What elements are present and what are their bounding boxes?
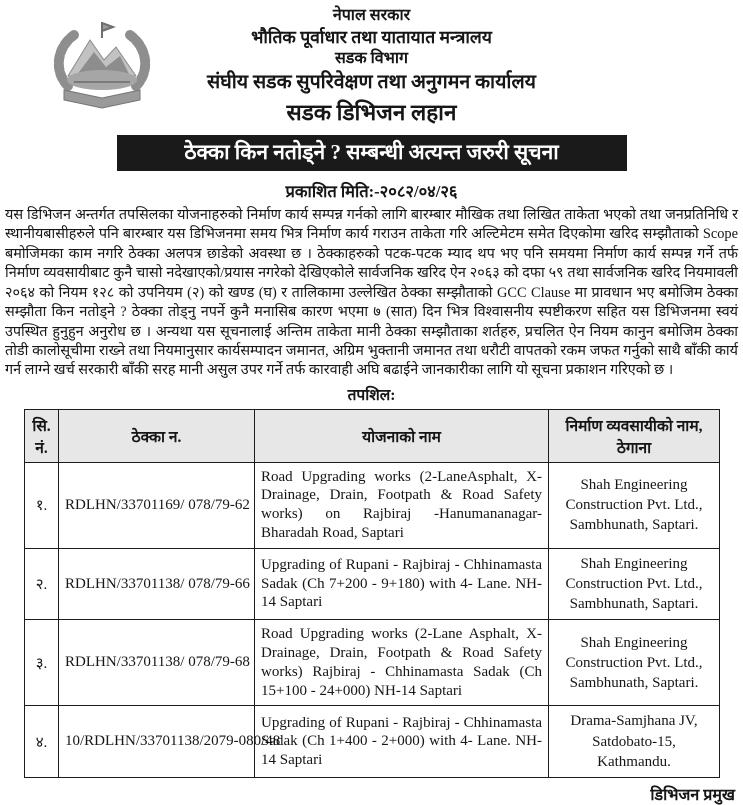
cell-serial-number: २. <box>25 548 59 620</box>
letterhead <box>0 6 743 171</box>
detail-heading: तपशिल: <box>347 386 396 404</box>
cell-contractor: Shah Engineering Construction Pvt. Ltd., Sambhunath, Saptari. <box>549 548 720 620</box>
notice-table-body <box>25 462 720 778</box>
cell-contractor: Drama-Samjhana JV, Satdobato-15, Kathmandu. <box>549 706 720 778</box>
table-row <box>25 548 720 620</box>
table-row <box>25 620 720 706</box>
cell-serial-number: १. <box>25 462 59 548</box>
cell-contractor: Shah Engineering Construction Pvt. Ltd., Sambhunath, Saptari. <box>549 620 720 706</box>
table-header-row <box>25 409 720 462</box>
notice-banner: ठेक्का किन नतोड्ने ? सम्बन्धी अत्यन्त जरुरी सूचना <box>117 135 627 171</box>
cell-contract-number: RDLHN/33701138/ 078/79-68 <box>59 620 255 706</box>
cell-serial-number: ४. <box>25 706 59 778</box>
signature-title: डिभिजन प्रमुख <box>650 787 735 805</box>
cell-contractor: Shah Engineering Construction Pvt. Ltd., Sambhunath, Saptari. <box>549 462 720 548</box>
notice-table <box>24 409 720 779</box>
header-line-ministry: भौतिक पूर्वाधार तथा यातायात मन्त्रालय <box>251 27 492 48</box>
col-header-project-name: योजनाको नाम <box>255 409 549 462</box>
cell-serial-number: ३. <box>25 620 59 706</box>
cell-contract-number: 10/RDLHN/33701138/2079-080/48 <box>59 706 255 778</box>
cell-contract-number: RDLHN/33701169/ 078/79-62 <box>59 462 255 548</box>
header-line-department: सडक विभाग <box>334 49 409 67</box>
table-row <box>25 462 720 548</box>
cell-project-name: Road Upgrading works (2-LaneAsphalt, X- Drainage, Drain, Footpath & Road Safety works) on Rajbiraj -Hanumananagar- Bharadah Road, Saptari <box>255 462 549 548</box>
col-header-contract-number: ठेक्का न. <box>59 409 255 462</box>
col-header-contractor: निर्माण व्यवसायीको नाम, ठेगाना <box>549 409 720 462</box>
nepal-government-emblem-icon <box>44 20 160 112</box>
notice-body-text: यस डिभिजन अन्तर्गत तपसिलका योजनाहरुको निर्माण कार्य सम्पन्न गर्नको लागि बारम्बार मौखिक तथा लिखित ताकेता भएको तथा जनप्रतिनिधि र स्थानीयबासीहरुले पनि बारम्बार यस डिभिजनमा समय भित्र निर्माण कार्य गराउन ताकेता गरि अल्टिमेटम समेत दिएकोमा खरिद सम्झौताको Scope बमोजिमका काम नगरि ठेक्का अलपत्र छाडेको अवस्था छ । ठेक्काहरुको पटक-पटक म्याद थप भए पनि समयमा निर्माण कार्य सम्पन्न गर्ने तर्फ निर्माण व्यवसायीबाट कुनै चासो नदेखाएको/प्रयास नगरेको देखिएकोले सार्वजनिक खरिद ऐन २०६३ को दफा ५९ तथा सार्वजनिक खरिद नियमावली २०६४ को नियम १२८ को उपनियम (२) को खण्ड (घ) र तालिकामा उल्लेखित ठेक्का सम्झौताको GCC Clause मा प्रावधान भए बमोजिम ठेक्का सम्झौता किन नतोड्ने ? ठेक्का तोड्नु नपर्ने कुनै मनासिब कारण भएमा ७ (सात) दिन भित्र विश्वासनीय स्पष्टीकरण सहित यस डिभिजनमा स्वयं उपस्थित हुनुहुन अनुरोध छ । अन्यथा यस सूचनालाई अन्तिम ताकेता मानी ठेक्का सम्झौताका शर्तहरु, प्रचलित ऐन नियम कानुन बमोजिम ठेक्का तोडी कालोसूचीमा राख्ने तथा नियमानुसार कार्यसम्पादन जमानत, अग्रिम भुक्तानी जमानत तथा धरौटी वापतको रकम जफत गर्नुको साथै बाँकी कार्य गर्न लाग्ने खर्च सरकारी बाँकी सरह मानी असुल उपर गर्ने तर्फ कारवाही अघि बढाईने जानकारीका लागि यो सूचना प्रकाशन गरिएको छ । <box>5 207 738 379</box>
header-line-division: सडक डिभिजन लहान <box>286 100 457 126</box>
table-row <box>25 706 720 778</box>
col-header-serial-number: सि. नं. <box>25 409 59 462</box>
cell-project-name: Upgrading of Rupani - Rajbiraj - Chhinamasta Sadak (Ch 7+200 - 9+180) with 4- Lane. NH-14 Saptari <box>255 548 549 620</box>
cell-contract-number: RDLHN/33701138/ 078/79-66 <box>59 548 255 620</box>
header-line-government: नेपाल सरकार <box>332 7 411 24</box>
cell-project-name: Upgrading of Rupani - Rajbiraj - Chhinamasta Sadak (Ch 1+400 - 2+000) with 4- Lane. NH-14 Saptari <box>255 706 549 778</box>
header-line-office: संघीय सडक सुपरिवेक्षण तथा अनुगमन कार्यालय <box>207 72 536 94</box>
published-date: प्रकाशित मिति:-२०८२/०४/२६ <box>285 182 458 202</box>
cell-project-name: Road Upgrading works (2-Lane Asphalt, X-Drainage, Drain, Footpath & Road Safety works) Rajbiraj - Chhinamasta Sadak (Ch 15+100 - 24+000) NH-14 Saptari <box>255 620 549 706</box>
